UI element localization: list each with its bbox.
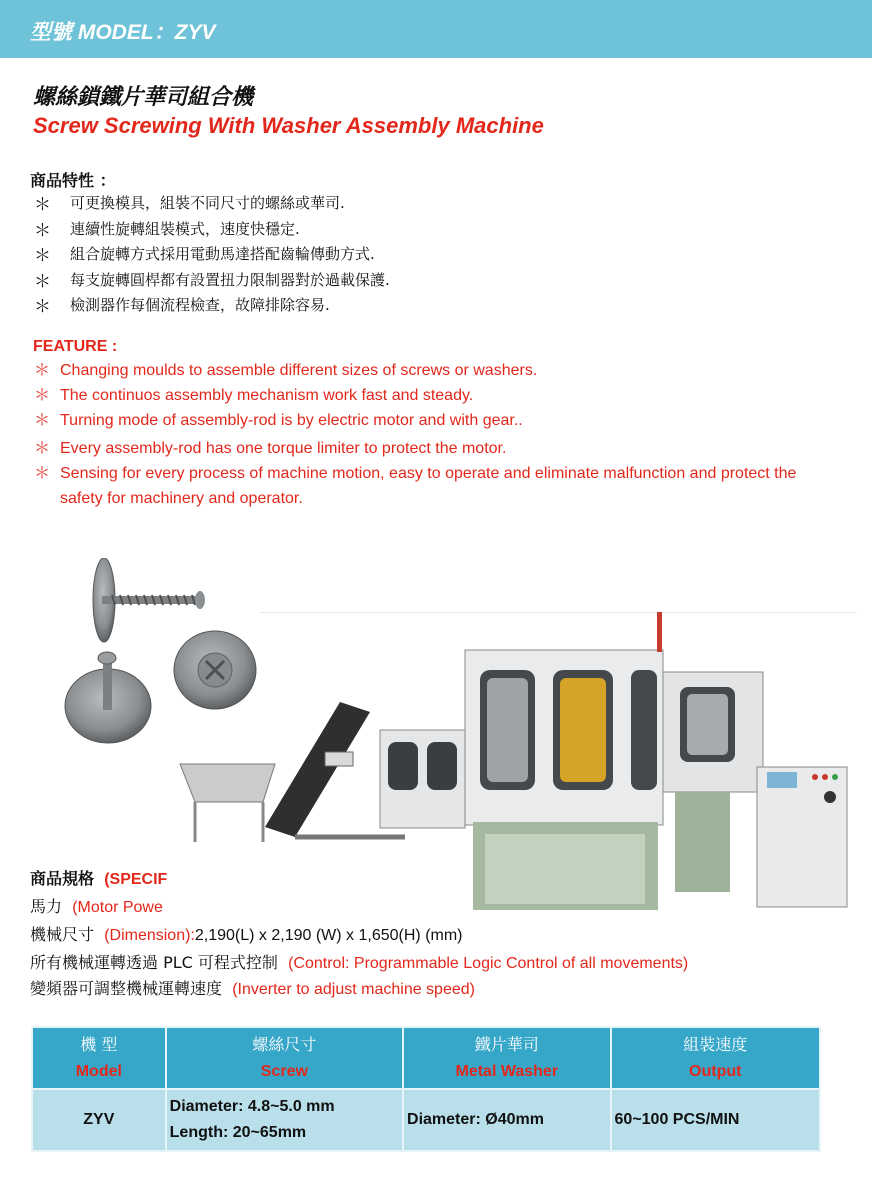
features-en-list <box>34 358 820 511</box>
list-item: ＊ Turning mode of assembly-rod is by electric motor and with gear.. <box>34 408 820 433</box>
bullet-icon: ＊ <box>34 246 51 267</box>
product-title-zh: 螺絲鎖鐵片華司組合機 <box>33 84 254 110</box>
header-output: 組裝速度 Output <box>611 1027 820 1089</box>
features-zh-list <box>34 190 390 318</box>
features-en-heading: FEATURE : <box>33 338 118 355</box>
bullet-icon: ＊ <box>34 195 51 216</box>
list-item: ＊ Changing moulds to assemble different sizes of screws or washers. <box>34 358 820 383</box>
list-item: ＊ Every assembly-rod has one torque limiter to protect the motor. <box>34 436 820 461</box>
spec-table <box>31 1026 821 1152</box>
spec-inverter: 變頻器可調整機械運轉速度 (Inverter to adjust machine speed) <box>30 979 475 998</box>
bullet-icon: ＊ <box>34 220 51 241</box>
list-item: ＊ 連續性旋轉組裝模式，速度快穩定. <box>34 216 390 242</box>
spec-dimension: 機械尺寸 (Dimension):2,190(L) x 2,190 (W) x 1,650(H) (mm) <box>30 925 463 944</box>
table-row <box>32 1089 820 1151</box>
bullet-icon: ＊ <box>34 271 51 292</box>
product-title-en: Screw Screwing With Washer Assembly Machine <box>33 113 544 138</box>
bullet-icon: ＊ <box>34 465 51 482</box>
spec-heading: 商品規格 (SPECIF <box>30 869 168 888</box>
list-item: ＊ Sensing for every process of machine motion, easy to operate and eliminate malfunction and protect the safety for machinery and operator. <box>34 461 820 511</box>
bullet-icon: ＊ <box>34 297 51 318</box>
list-item: ＊ 組合旋轉方式採用電動馬達搭配齒輪傳動方式. <box>34 241 390 267</box>
cell-model: ZYV <box>32 1089 166 1151</box>
list-item: ＊ The continuos assembly mechanism work fast and steady. <box>34 383 820 408</box>
list-item: ＊ 每支旋轉圓桿都有設置扭力限制器對於過載保護. <box>34 267 390 293</box>
bullet-icon: ＊ <box>34 412 51 429</box>
cell-washer: Diameter: Ø40mm <box>403 1089 610 1151</box>
spec-motor: 馬力 (Motor Powe <box>30 897 163 916</box>
bullet-icon: ＊ <box>34 440 51 457</box>
features-zh-heading: 商品特性 ： <box>30 171 116 190</box>
spec-control: 所有機械運轉透過 PLC 可程式控制 (Control: Programmable Logic Control of all movements) <box>30 953 689 972</box>
bullet-icon: ＊ <box>34 362 51 379</box>
table-header-row <box>32 1027 820 1089</box>
model-title: 型號 MODEL：ZYV <box>30 21 216 44</box>
cell-output: 60~100 PCS/MIN <box>611 1089 820 1151</box>
bullet-icon: ＊ <box>34 387 51 404</box>
assembly-machine-image <box>175 612 857 912</box>
cell-screw: Diameter: 4.8~5.0 mm Length: 20~65mm <box>166 1089 403 1151</box>
list-item: ＊ 檢測器作每個流程檢查，故障排除容易. <box>34 292 390 318</box>
list-item: ＊ 可更換模具，組裝不同尺寸的螺絲或華司. <box>34 190 390 216</box>
header-bar <box>0 0 872 58</box>
header-washer: 鐵片華司 Metal Washer <box>403 1027 610 1089</box>
header-model: 機 型 Model <box>32 1027 166 1089</box>
header-screw: 螺絲尺寸 Screw <box>166 1027 403 1089</box>
